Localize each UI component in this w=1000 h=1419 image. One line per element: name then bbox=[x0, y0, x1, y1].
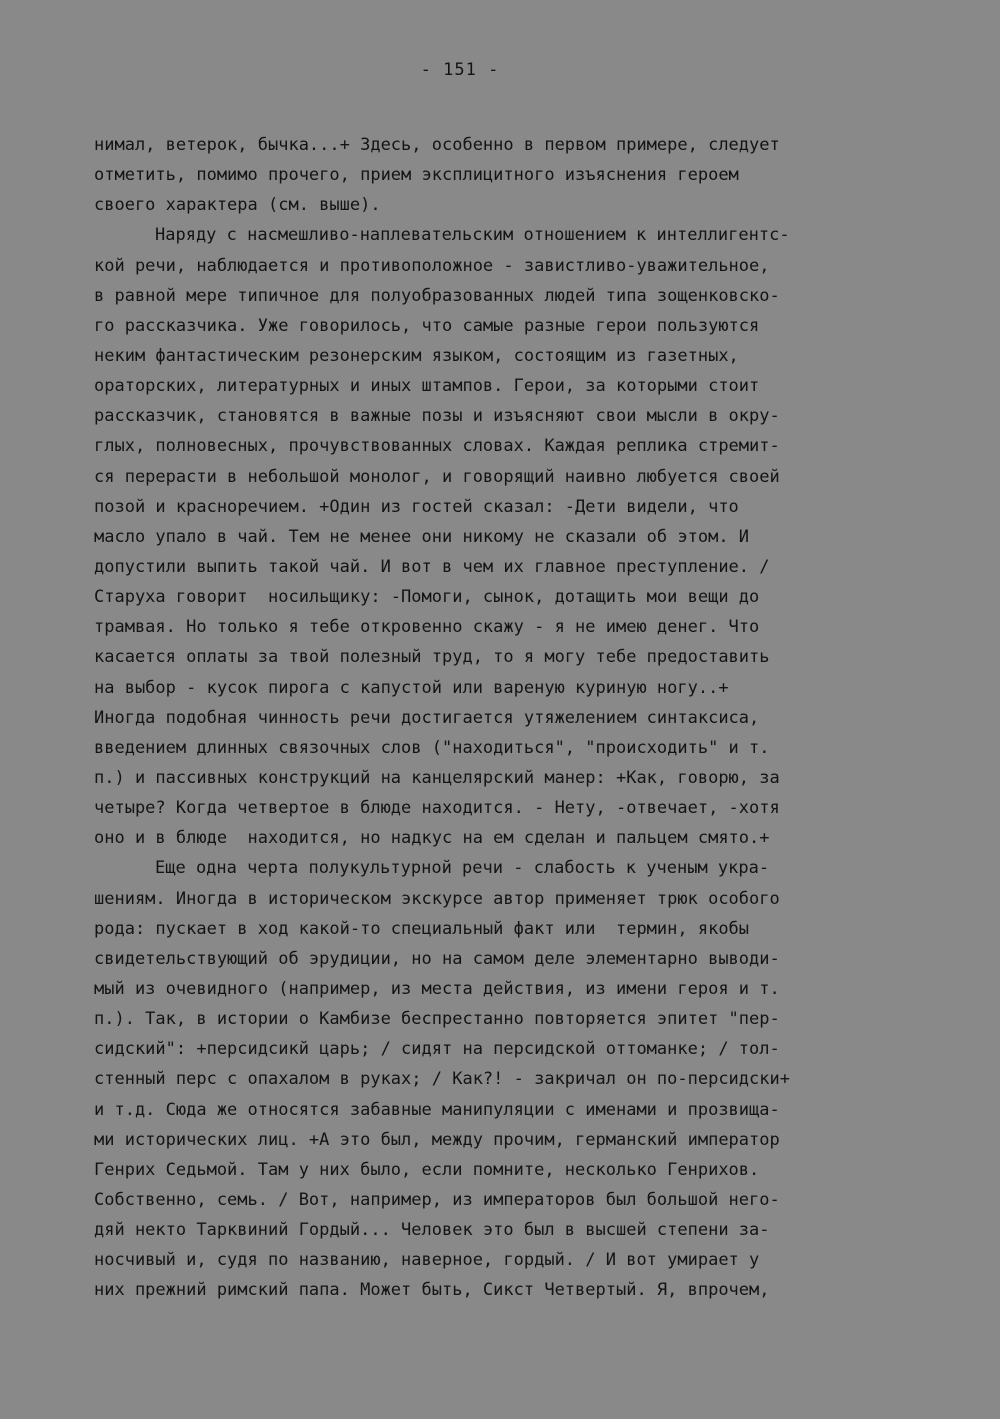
text-line: рода: пускает в ход какой-то специальный факт или термин, якобы bbox=[94, 918, 750, 939]
text-line: своего характера (см. выше). bbox=[94, 195, 381, 216]
text-line: Собственно, семь. / Вот, например, из императоров был большой него- bbox=[94, 1189, 780, 1210]
text-line: п.). Так, в истории о Камбизе беспрестанно повторяется эпитет "пер- bbox=[94, 1009, 780, 1030]
text-line: допустили выпить такой чай. И вот в чем их главное преступление. / bbox=[94, 556, 770, 577]
text-line: Наряду с насмешливо-наплевательским отношением к интеллигентс- bbox=[155, 225, 790, 246]
text-line: них прежний римский папа. Может быть, Сикст Четвертый. Я, впрочем, bbox=[94, 1280, 770, 1301]
text-line: ми исторических лиц. +А это был, между прочим, германский император bbox=[94, 1129, 780, 1150]
text-line: п.) и пассивных конструкций на канцелярский манер: +Как, говорю, за bbox=[94, 767, 780, 788]
text-line: стенный перс с опахалом в руках; / Как?! - закричал он по-персидски+ bbox=[94, 1069, 790, 1090]
text-line: дяй некто Тарквиний Гордый... Человек это был в высшей степени за- bbox=[94, 1220, 770, 1241]
text-line: четыре? Когда четвертое в блюде находится. - Нету, -отвечает, -хотя bbox=[94, 798, 780, 819]
text-line: Еще одна черта полукультурной речи - слабость к ученым укра- bbox=[155, 858, 770, 879]
text-line: Иногда подобная чинность речи достигается утяжелением синтаксиса, bbox=[94, 707, 760, 728]
text-line: касается оплаты за твой полезный труд, то я могу тебе предоставить bbox=[94, 647, 770, 668]
text-line: нимал, ветерок, бычка...+ Здесь, особенно в первом примере, следует bbox=[94, 135, 780, 155]
text-line: и т.д. Сюда же относятся забавные манипуляции с именами и прозвища- bbox=[94, 1099, 780, 1120]
text-line: сидский": +персидсикй царь; / сидят на персидской оттоманке; / тол- bbox=[94, 1039, 780, 1060]
text-line: го рассказчика. Уже говорилось, что самые разные герои пользуются bbox=[94, 315, 760, 336]
text-line: кой речи, наблюдается и противоположное - завистливо-уважительное, bbox=[94, 255, 770, 276]
text-line: ся перерасти в небольшой монолог, и говорящий наивно любуется своей bbox=[94, 466, 780, 487]
text-line: масло упало в чай. Тем не менее они никому не сказали об этом. И bbox=[94, 526, 750, 547]
text-line: трамвая. Но только я тебе откровенно скажу - я не имею денег. Что bbox=[94, 617, 760, 638]
text-line: введением длинных связочных слов ("находиться", "происходить" и т. bbox=[94, 737, 770, 758]
text-line: оно и в блюде находится, но надкус на ем сделан и пальцем смято.+ bbox=[94, 828, 770, 849]
body-text bbox=[94, 130, 920, 1305]
text-line: ораторских, литературных и иных штампов. Герои, за которыми стоит bbox=[94, 376, 760, 397]
text-line: позой и красноречием. +Один из гостей сказал: -Дети видели, что bbox=[94, 496, 739, 517]
text-line: мый из очевидного (например, из места действия, из имени героя и т. bbox=[94, 978, 780, 999]
text-line: глых, полновесных, прочувствованных словах. Каждая реплика стремит- bbox=[94, 436, 780, 457]
text-line: рассказчик, становятся в важные позы и изъясняют свои мысли в окру- bbox=[94, 406, 780, 427]
text-line: в равной мере типичное для полуобразованных людей типа зощенковско- bbox=[94, 285, 780, 306]
text-line: носчивый и, судя по названию, наверное, гордый. / И вот умирает у bbox=[94, 1250, 760, 1271]
text-line: отметить, помимо прочего, прием эксплицитного изъяснения героем bbox=[94, 165, 739, 186]
text-line: на выбор - кусок пирога с капустой или вареную куриную ногу..+ bbox=[94, 677, 729, 698]
page-number: - 151 - bbox=[420, 60, 500, 80]
text-line: шениям. Иногда в историческом экскурсе автор применяет трюк особого bbox=[94, 888, 780, 909]
text-line: неким фантастическим резонерским языком, состоящим из газетных, bbox=[94, 345, 739, 366]
text-line: свидетельствующий об эрудиции, но на самом деле элементарно выводи- bbox=[94, 948, 780, 969]
text-line: Старуха говорит носильщику: -Помоги, сынок, дотащить мои вещи до bbox=[94, 587, 760, 608]
text-line: Генрих Седьмой. Там у них было, если помните, несколько Генрихов. bbox=[94, 1159, 760, 1180]
